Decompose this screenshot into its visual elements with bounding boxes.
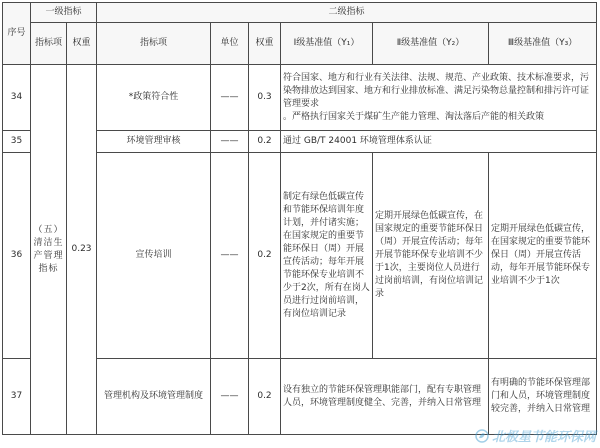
indicator-table bbox=[2, 2, 597, 435]
row-weight: 0.2 bbox=[249, 153, 281, 359]
group-weight: 0.23 bbox=[67, 65, 97, 435]
row-item: 环境管理审核 bbox=[97, 131, 211, 153]
row-item: *政策符合性 bbox=[97, 65, 211, 131]
row-benchmark-1: 制定有绿色低碳宣传和节能环保培训年度计划，并付诸实施；在国家规定的重要节能环保日（周）开展宣传活动；每年开展节能环保专业培训不少于2次，所有在岗人员进行过岗前培训，有岗位培训记录 bbox=[281, 153, 373, 359]
header-seq: 序号 bbox=[3, 3, 31, 65]
row-weight: 0.2 bbox=[249, 359, 281, 435]
row-weight: 0.3 bbox=[249, 65, 281, 131]
row-unit: —— bbox=[211, 131, 249, 153]
row-benchmark-3: 有明确的节能环保管理部门和人员，环境管理制度较完善，并纳入日常管理 bbox=[489, 359, 597, 435]
header-l1-weight: 权重 bbox=[67, 23, 97, 65]
row-item: 宣传培训 bbox=[97, 153, 211, 359]
group-name: （五）清洁生产管理指标 bbox=[31, 65, 67, 435]
row-benchmark-1-2: 设有独立的节能环保管理职能部门，配有专职管理人员，环境管理制度健全、完善，并纳入日常管理 bbox=[281, 359, 489, 435]
header-level1: 一级指标 bbox=[31, 3, 97, 23]
header-weight: 权重 bbox=[249, 23, 281, 65]
indicator-table-page bbox=[2, 2, 596, 446]
row-unit: —— bbox=[211, 359, 249, 435]
table-row bbox=[3, 65, 597, 131]
row-weight: 0.2 bbox=[249, 131, 281, 153]
watermark-text: 北极星节能环保网 bbox=[491, 430, 596, 445]
header-bench1: Ⅰ级基准值（Y₁） bbox=[281, 23, 373, 65]
row-benchmark-merged: 符合国家、地方和行业有关法律、法规、规范、产业政策、技术标准要求，污染物排放达到国家、地方和行业排放标准、满足污染物总量控制和排污许可证管理要求 。严格执行国家关于煤矿生产能力管理、淘汰落后产能的相关政策 bbox=[281, 65, 597, 131]
header-l1-item: 指标项 bbox=[31, 23, 67, 65]
row-seq: 35 bbox=[3, 131, 31, 153]
row-benchmark-2: 定期开展绿色低碳宣传，在国家规定的重要节能环保日（周）开展宣传活动；每年开展节能环保专业培训不少于1次，主要岗位人员进行过岗前培训，有岗位培训记录 bbox=[373, 153, 489, 359]
row-benchmark-merged: 通过 GB/T 24001 环境管理体系认证 bbox=[281, 131, 597, 153]
row-item: 管理机构及环境管理制度 bbox=[97, 359, 211, 435]
header-bench3: Ⅲ级基准值（Y₃） bbox=[489, 23, 597, 65]
row-unit: —— bbox=[211, 65, 249, 131]
header-item: 指标项 bbox=[97, 23, 211, 65]
header-unit: 单位 bbox=[211, 23, 249, 65]
row-seq: 34 bbox=[3, 65, 31, 131]
header-level2: 二级指标 bbox=[97, 3, 597, 23]
row-unit: —— bbox=[211, 153, 249, 359]
row-seq: 36 bbox=[3, 153, 31, 359]
row-benchmark-3: 定期开展绿色低碳宣传，在国家规定的重要节能环保日（周）开展宣传活动，每年开展节能环保专业培训不少于1次 bbox=[489, 153, 597, 359]
header-bench2: Ⅱ级基准值（Y₂） bbox=[373, 23, 489, 65]
row-seq: 37 bbox=[3, 359, 31, 435]
